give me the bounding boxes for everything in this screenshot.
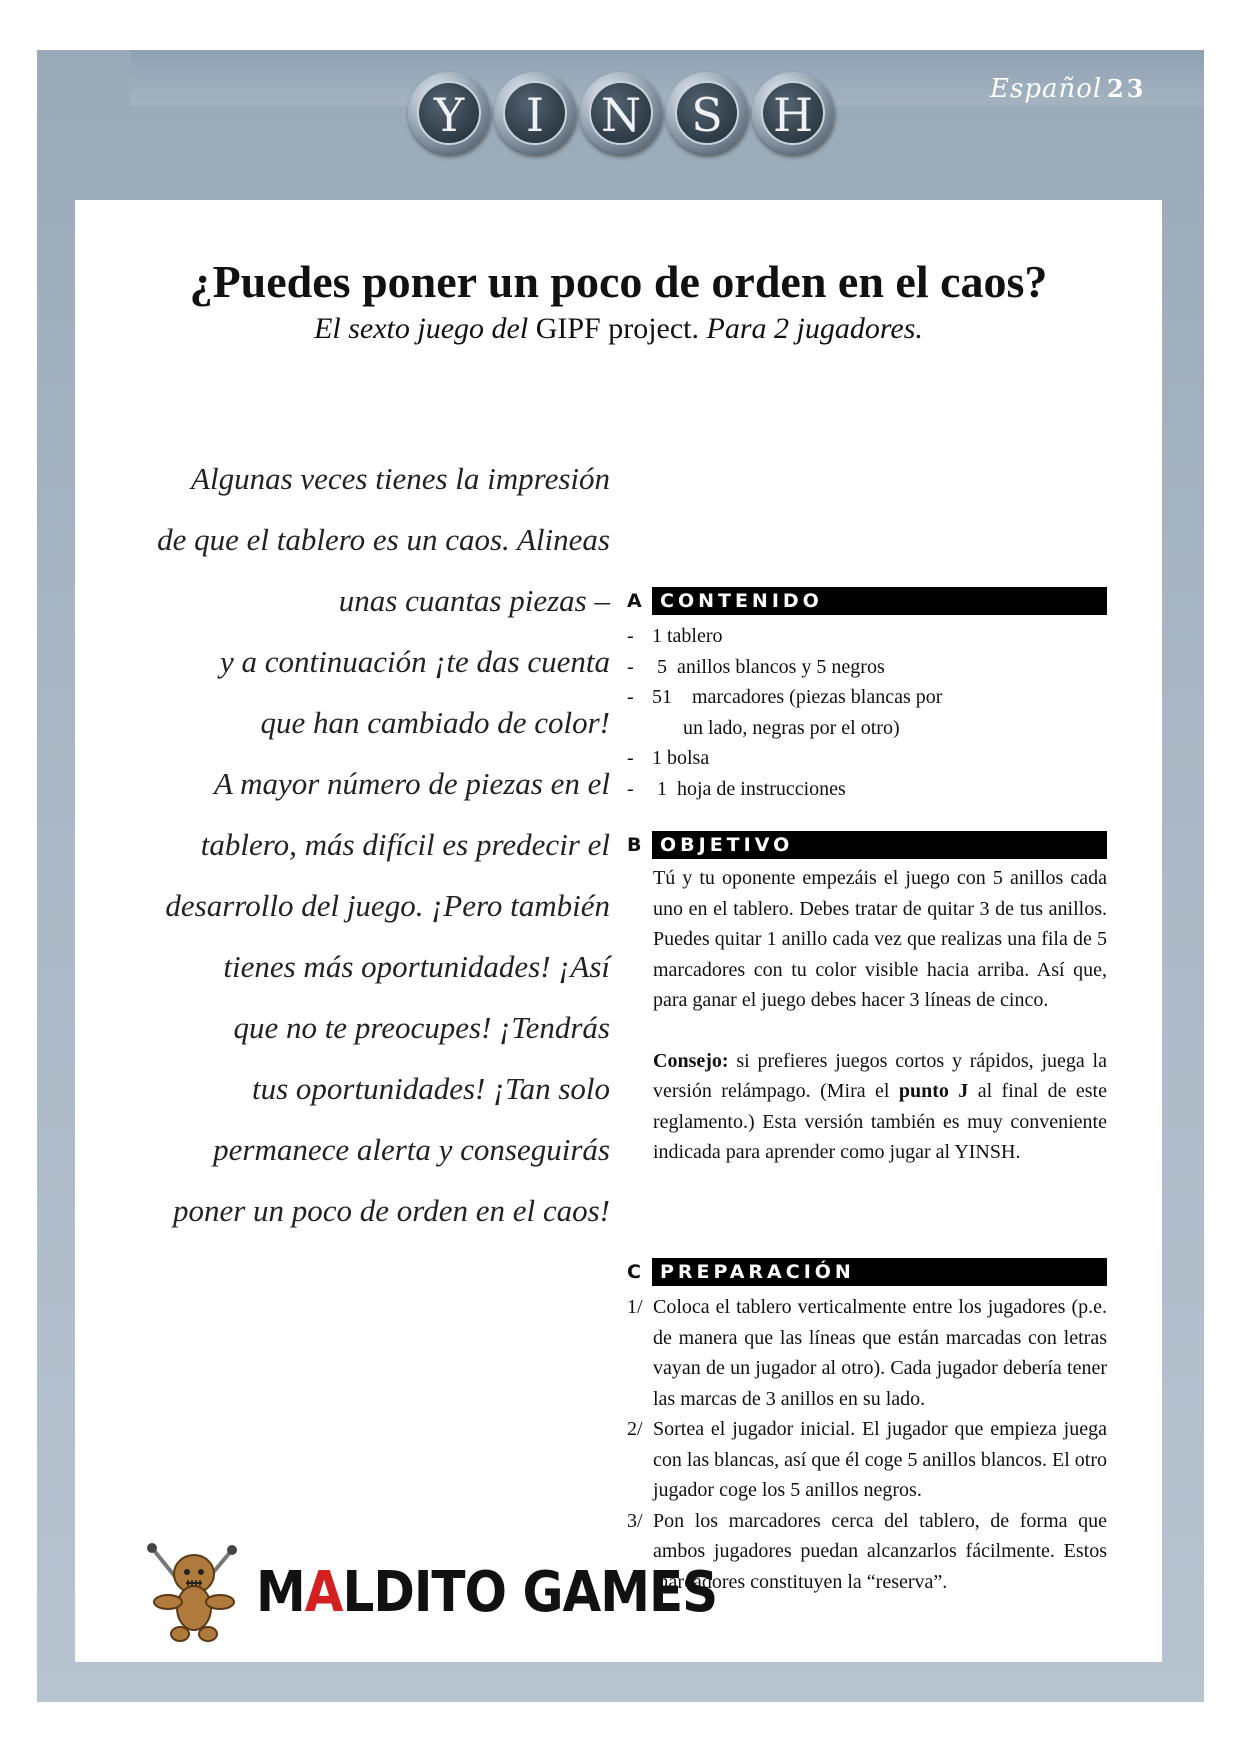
- setup-step: 3/ Pon los marcadores cerca del tablero, de forma que ambos jugadores puedan alcanzarlos fácilmente. Estos marcadores constituyen la “reserva”.: [627, 1509, 1107, 1593]
- section-header: [627, 1258, 1107, 1286]
- intro-line: Algunas veces tienes la impresión: [191, 461, 610, 496]
- section-title: OBJETIVO: [652, 831, 1107, 859]
- subtitle-part-2: GIPF project.: [535, 312, 700, 345]
- intro-line: tus oportunidades! ¡Tan solo: [252, 1071, 610, 1106]
- section-contenido: [627, 587, 1107, 804]
- page-subtitle: [75, 312, 1162, 346]
- intro-line: tablero, más difícil es predecir el: [200, 827, 610, 862]
- section-title: PREPARACIÓN: [652, 1258, 1107, 1286]
- logo-coin-y: Y: [408, 72, 490, 154]
- setup-step: 2/ Sortea el jugador inicial. El jugador que empieza juega con las blancas, así que él coge 5 anillos blancos. El otro jugador coge los 5 anillos negros.: [627, 1418, 1107, 1501]
- page-title: ¿Puedes poner un poco de orden en el caos?: [189, 256, 1048, 307]
- yinsh-logo: [408, 72, 834, 154]
- intro-line: desarrollo del juego. ¡Pero también: [165, 888, 610, 923]
- intro-line: A mayor número de piezas en el: [213, 766, 610, 801]
- tip-bold: punto J: [898, 1080, 969, 1102]
- maldito-games-logo: [140, 1540, 717, 1644]
- section-letter: B: [627, 834, 642, 856]
- list-item: - 1 bolsa: [627, 747, 710, 769]
- intro-line: que no te preocupes! ¡Tendrás: [233, 1010, 610, 1045]
- intro-line: tienes más oportunidades! ¡Así: [223, 949, 610, 984]
- list-item: - 51 marcadores (piezas blancas por: [627, 686, 943, 708]
- voodoo-doll-icon: [140, 1540, 244, 1644]
- logo-coin-n: N: [580, 72, 662, 154]
- contents-list: [627, 621, 1107, 804]
- intro-line: que han cambiado de color!: [260, 705, 610, 740]
- intro-text: [120, 448, 610, 1241]
- intro-line: poner un poco de orden en el caos!: [172, 1193, 610, 1228]
- subtitle-part-3: Para 2 jugadores.: [706, 312, 923, 345]
- section-header: [627, 831, 1107, 859]
- setup-step: 1/ Coloca el tablero verticalmente entre los jugadores (p.e. de manera que las líneas que están marcadas con letras vayan de un jugador al otro). Cada jugador debería tener las marcas de 3 anillos en su lado.: [627, 1296, 1107, 1410]
- page-number: 23: [1107, 74, 1147, 103]
- section-objetivo: [627, 831, 1107, 1168]
- list-item: - 5 anillos blancos y 5 negros: [627, 655, 885, 678]
- list-item-continuation: un lado, negras por el otro): [683, 716, 900, 739]
- publisher-name: MALDITO GAMES: [256, 1559, 718, 1625]
- section-letter: C: [627, 1261, 641, 1283]
- objective-text: Tú y tu oponente empezáis el juego con 5 anillos cada uno en el tablero. Debes tratar de quitar 3 de tus anillos. Puedes quitar 1 anillo cada vez que realizas una fila de 5 marcadores con tu color visible hacia arriba. Así que, para ganar el juego debes hacer 3 líneas de cinco.: [653, 867, 1107, 1011]
- language-label: Español: [990, 74, 1103, 104]
- intro-line: de que el tablero es un caos. Alineas: [157, 522, 610, 557]
- logo-coin-i: I: [494, 72, 576, 154]
- intro-line: y a continuación ¡te das cuenta: [220, 644, 610, 679]
- subtitle-part-1: El sexto juego del: [314, 312, 529, 345]
- section-header: [627, 587, 1107, 615]
- section-title: CONTENIDO: [652, 587, 1107, 615]
- list-item: - 1 tablero: [627, 625, 723, 647]
- section-letter: A: [627, 590, 642, 612]
- intro-line: permanece alerta y conseguirás: [213, 1132, 610, 1167]
- logo-coin-s: S: [666, 72, 748, 154]
- tip-label: Consejo:: [653, 1049, 729, 1072]
- list-item: - 1 hoja de instrucciones: [627, 777, 846, 800]
- logo-coin-h: H: [752, 72, 834, 154]
- intro-line: unas cuantas piezas –: [338, 583, 610, 618]
- tip-text: Consejo: si prefieres juegos cortos y rápidos, juega la versión relámpago. (Mira el punto J al final de este reglamento.) Esta versión también es muy conveniente indicada para aprender como jugar al YINSH.: [653, 1049, 1107, 1163]
